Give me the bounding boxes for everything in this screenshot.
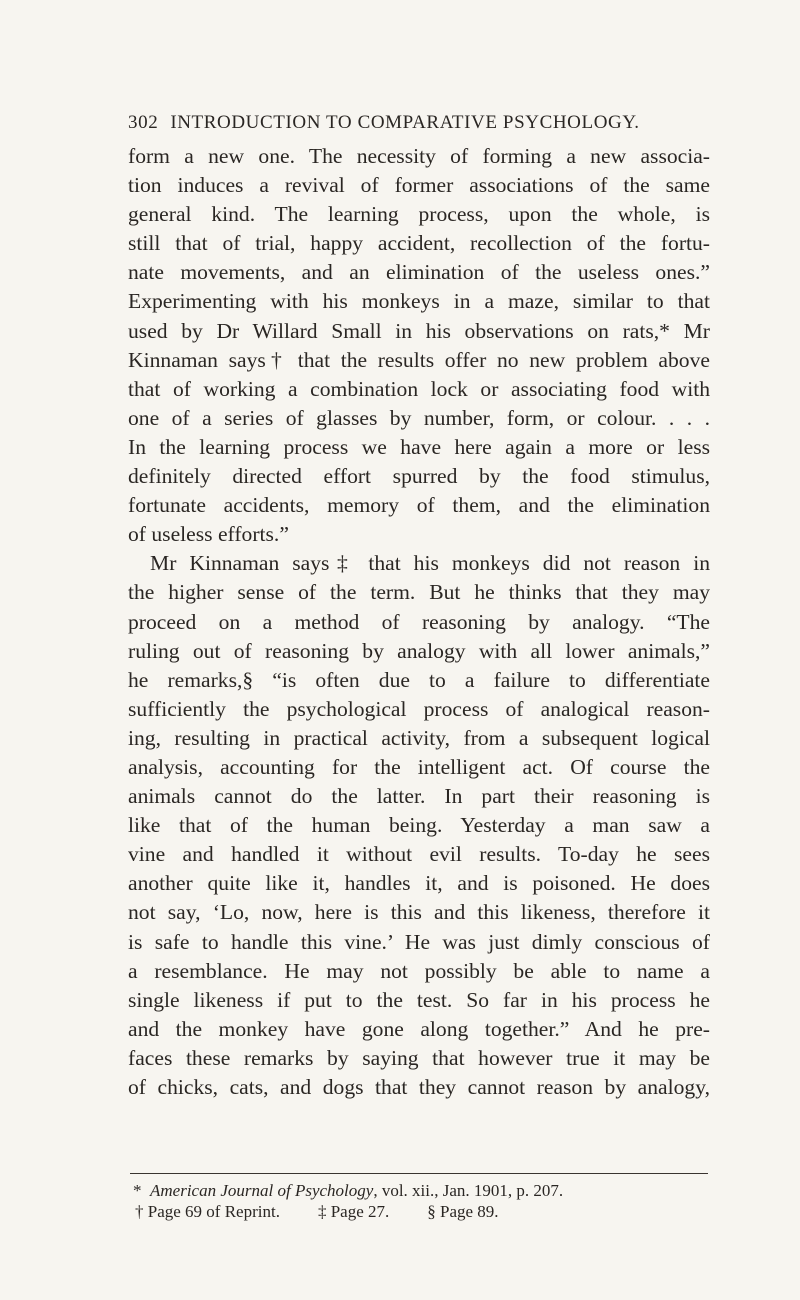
text-line: In the learning process we have here again a more or less (128, 434, 710, 459)
text-line: a resemblance. He may not possibly be able to name a (128, 958, 710, 983)
text-line: ing, resulting in practical activity, from a subsequent logical (128, 725, 710, 750)
page-number: 302 (128, 112, 159, 133)
text-line: animals cannot do the latter. In part their reasoning is (128, 784, 710, 809)
text-line: general kind. The learning process, upon the whole, is (128, 202, 710, 227)
text-line: form a new one. The necessity of forming a new associa- (128, 144, 710, 168)
text-line: proceed on a method of reasoning by analogy. “The (128, 609, 710, 634)
footnote-divider (130, 1173, 708, 1174)
text-line: is safe to handle this vine.’ He was just dimly conscious of (128, 929, 710, 954)
text-line: tion induces a revival of former associations of the same (128, 173, 710, 198)
text-line: Kinnaman says† that the results offer no new problem above (128, 347, 710, 372)
body-text (128, 142, 710, 1102)
text-line: fortunate accidents, memory of them, and the elimination (128, 493, 710, 518)
text-line: of chicks, cats, and dogs that they cannot reason by analogy, (128, 1075, 710, 1099)
text-line: sufficiently the psychological process of analogical reason- (128, 696, 710, 721)
footnote-citation: , vol. xii., Jan. 1901, p. 207. (373, 1181, 564, 1200)
text-line: another quite like it, handles it, and is poisoned. He does (128, 871, 710, 896)
text-line: one of a series of glasses by number, form, or colour. . . . (128, 405, 710, 430)
footnote: † Page 69 of Reprint. (135, 1202, 280, 1221)
footnotes (128, 1180, 710, 1222)
text-line: still that of trial, happy accident, recollection of the fortu- (128, 231, 710, 256)
text-line: used by Dr Willard Small in his observations on rats,* Mr (128, 318, 710, 343)
text-line: faces these remarks by saying that however true it may be (128, 1045, 710, 1070)
text-line: he remarks,§ “is often due to a failure to differentiate (128, 667, 710, 692)
text-line: nate movements, and an elimination of the useless ones.” (128, 260, 710, 285)
footnote: ‡ Page 27. (317, 1202, 390, 1221)
running-title: INTRODUCTION TO COMPARATIVE PSYCHOLOGY. (170, 112, 640, 133)
text-line: single likeness if put to the test. So far in his process he (128, 987, 710, 1012)
text-line: like that of the human being. Yesterday a man saw a (128, 813, 710, 838)
footnote: § Page 89. (427, 1202, 499, 1221)
text-line: of useless efforts.” (128, 522, 289, 547)
text-line: vine and handled it without evil results. To-day he sees (128, 842, 710, 867)
footnote-row (128, 1201, 710, 1222)
text-line: definitely directed effort spurred by the food stimulus, (128, 464, 710, 489)
footnote (128, 1180, 710, 1201)
footnote-marker: * (133, 1181, 142, 1200)
text-line: the higher sense of the term. But he thinks that they may (128, 580, 710, 605)
text-line: analysis, accounting for the intelligent act. Of course the (128, 754, 710, 779)
text-line: ruling out of reasoning by analogy with all lower animals,” (128, 638, 710, 663)
running-header (128, 112, 708, 134)
text-line: that of working a combination lock or associating food with (128, 376, 710, 401)
text-line: Mr Kinnaman says‡ that his monkeys did not reason in (150, 551, 710, 576)
text-line: not say, ‘Lo, now, here is this and this likeness, therefore it (128, 900, 710, 925)
text-line: Experimenting with his monkeys in a maze, similar to that (128, 289, 710, 314)
footnote-journal-title: American Journal of Psychology (150, 1181, 374, 1200)
text-line: and the monkey have gone along together.” And he pre- (128, 1016, 710, 1041)
